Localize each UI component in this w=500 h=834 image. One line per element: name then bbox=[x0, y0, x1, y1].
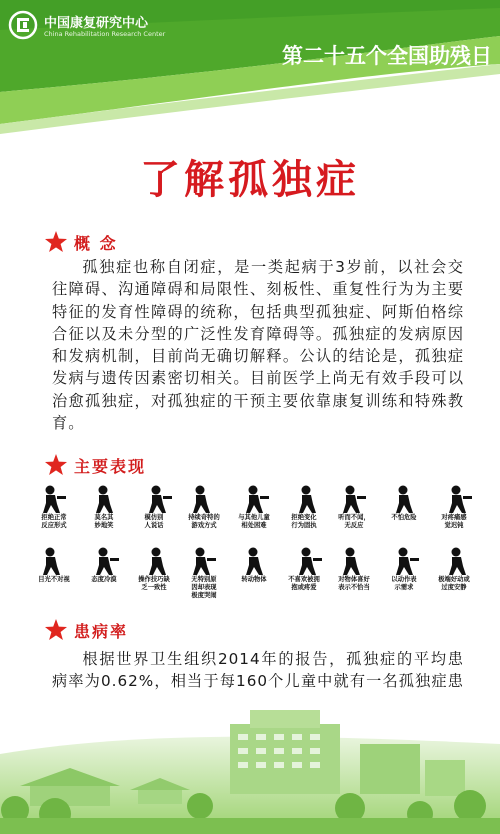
symptom-caption: 转动物体 bbox=[241, 576, 267, 583]
symptom-caption: 以动作表 示需求 bbox=[391, 576, 417, 591]
person-pictogram-icon bbox=[286, 484, 322, 514]
footer-building-scene bbox=[0, 694, 500, 834]
symptom-caption: 操作技巧缺 乏一致性 bbox=[138, 576, 170, 591]
section-heading-label: 主要表现 bbox=[74, 457, 147, 476]
symptom-item bbox=[280, 546, 328, 592]
symptom-caption: 与其他儿童 相处困难 bbox=[238, 514, 270, 529]
person-pictogram-icon bbox=[436, 546, 472, 576]
person-pictogram-icon bbox=[436, 484, 472, 514]
star-icon bbox=[44, 618, 68, 642]
section-heading-symptoms bbox=[44, 453, 244, 477]
symptom-caption: 态度冷漠 bbox=[91, 576, 117, 583]
person-pictogram-icon bbox=[236, 546, 272, 576]
symptom-item bbox=[330, 546, 378, 592]
symptom-caption: 拒绝变化 行为固执 bbox=[291, 514, 317, 529]
person-pictogram-icon bbox=[86, 546, 122, 576]
org-name-cn: 中国康复研究中心 bbox=[44, 16, 149, 31]
symptom-pictogram-grid bbox=[30, 484, 480, 608]
person-pictogram-icon bbox=[386, 546, 422, 576]
person-pictogram-icon bbox=[236, 484, 272, 514]
symptom-caption: 模仿别 人说话 bbox=[144, 514, 164, 529]
star-icon bbox=[44, 230, 68, 254]
org-logo bbox=[8, 8, 228, 44]
page-title: 了解孤独症 bbox=[140, 157, 360, 203]
person-pictogram-icon bbox=[186, 546, 222, 576]
star-icon bbox=[44, 453, 68, 477]
symptom-item bbox=[430, 546, 478, 592]
symptom-caption: 目光不对视 bbox=[38, 576, 70, 583]
symptom-item bbox=[230, 546, 278, 584]
prevalence-text: 根据世界卫生组织2014年的报告，孤独症的平均患病率为0.62%，相当于每160个儿童中就有一名孤独症患 bbox=[52, 650, 464, 691]
symptom-item bbox=[380, 484, 428, 522]
person-pictogram-icon bbox=[86, 484, 122, 514]
symptom-item bbox=[80, 484, 128, 530]
symptom-item bbox=[280, 484, 328, 530]
symptom-item bbox=[180, 546, 228, 600]
section-heading-label: 患病率 bbox=[74, 622, 129, 641]
person-pictogram-icon bbox=[186, 484, 222, 514]
org-name-en: China Rehabilitation Research Center bbox=[44, 30, 166, 38]
symptom-caption: 对物体喜好 表示不恰当 bbox=[338, 576, 370, 591]
symptom-item bbox=[330, 484, 378, 530]
person-pictogram-icon bbox=[336, 546, 372, 576]
symptom-caption: 持续奇特的 游戏方式 bbox=[188, 514, 220, 529]
person-pictogram-icon bbox=[36, 484, 72, 514]
symptom-caption: 不怕危险 bbox=[391, 514, 417, 521]
symptom-item bbox=[30, 546, 78, 584]
section-heading-prevalence bbox=[44, 618, 244, 642]
symptom-caption: 不喜欢被拥 抱或疼爱 bbox=[288, 576, 320, 591]
symptom-item bbox=[130, 484, 178, 530]
symptom-caption: 莫名其 妙地笑 bbox=[94, 514, 114, 529]
concept-paragraph bbox=[52, 256, 464, 434]
section-heading-label: 概 念 bbox=[74, 234, 118, 253]
person-pictogram-icon bbox=[136, 546, 172, 576]
symptom-caption: 拒绝正常 反应形式 bbox=[41, 514, 67, 529]
symptom-caption: 听而不闻， 无反应 bbox=[338, 514, 370, 529]
symptom-item bbox=[380, 546, 428, 592]
person-pictogram-icon bbox=[336, 484, 372, 514]
symptom-item bbox=[230, 484, 278, 530]
concept-text: 孤独症也称自闭症，是一类起病于3岁前，以社会交往障碍、沟通障碍和局限性、刻板性、重复性行为为主要特征的发育性障碍的统称，包括典型孤独症、阿斯伯格综合征以及未分型的广泛性发育障碍等。孤独症的发病原因和发病机制，目前尚无确切解释。公认的结论是，孤独症发病与遗传因素密切相关。目前医学上尚无有效手段可以治愈孤独症，对孤独症的干预主要依靠康复训练和特殊教育。 bbox=[52, 258, 464, 433]
symptom-item bbox=[180, 484, 228, 530]
symptom-item bbox=[130, 546, 178, 592]
symptom-caption: 无特别原 因却表现 极度哭闹 bbox=[191, 576, 217, 599]
event-title: 第二十五个全国助残日 bbox=[282, 44, 492, 68]
symptom-item bbox=[80, 546, 128, 584]
person-pictogram-icon bbox=[136, 484, 172, 514]
symptom-item bbox=[30, 484, 78, 530]
org-logo-mark-icon bbox=[8, 10, 38, 40]
person-pictogram-icon bbox=[286, 546, 322, 576]
symptom-caption: 极端好动或 过度安静 bbox=[438, 576, 470, 591]
section-heading-concept bbox=[44, 230, 244, 254]
person-pictogram-icon bbox=[36, 546, 72, 576]
symptom-caption: 对疼痛感 觉迟钝 bbox=[441, 514, 467, 529]
person-pictogram-icon bbox=[386, 484, 422, 514]
symptom-item bbox=[430, 484, 478, 530]
